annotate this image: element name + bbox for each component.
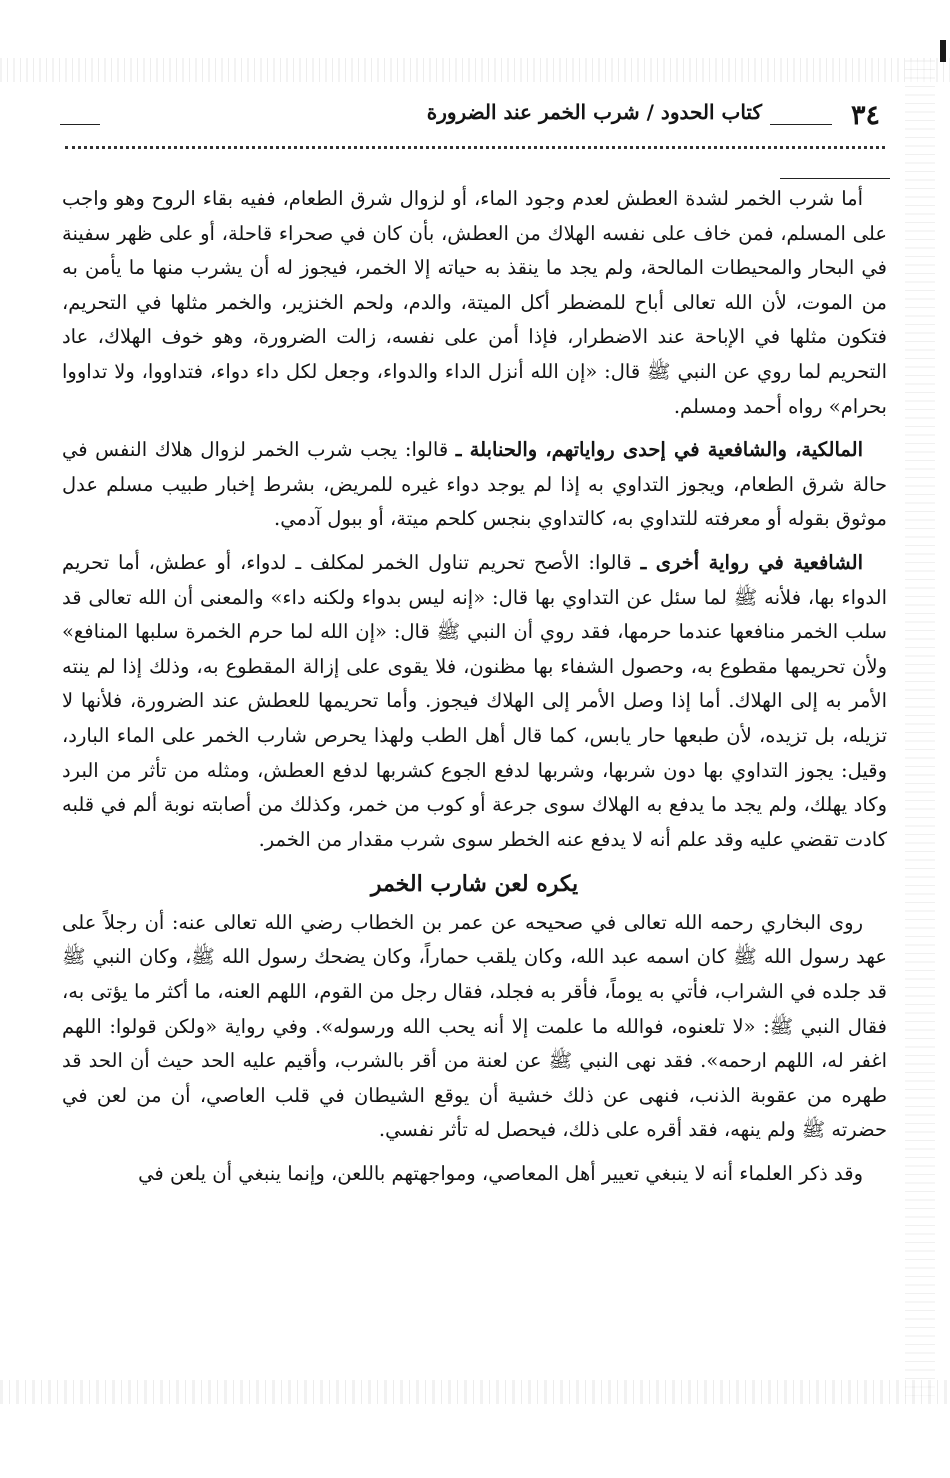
main-text [62, 182, 887, 1201]
header-rule [60, 124, 100, 125]
page-edge-mark [940, 40, 946, 62]
paragraph [62, 433, 887, 537]
section-rule [780, 178, 890, 179]
paragraph-text: قالوا: يجب شرب الخمر لزوال هلاك النفس في حالة شرق الطعام، ويجوز التداوي به إذا لم يوجد دواء غيره للمريض، بشرط إخبار طبيب مسلم عدل موثوق بقوله أو معرفته للتداوي به، كالتداوي بنجس كلحم ميتة، أو ببول آدمي. [62, 438, 887, 531]
scan-artifact-top [0, 58, 950, 82]
paragraph-text: قالوا: الأصح تحريم تناول الخمر لمكلف ـ لدواء، أو عطش، أما تحريم الدواء بها، فلأنه ﷺ لما سئل عن التداوي بها قال: «إنه ليس بدواء ولكنه داء» والمعنى أن الله تعالى قد سلب الخمر منافعها عندما حرمها، فقد روي أن النبي ﷺ قال: «إن الله لما حرم الخمرة سلبها المنافع» ولأن تحريمها مقطوع به، وحصول الشفاء بها مظنون، فلا يقوى على إزالة المقطوع به، وذلك إذا لم ينته الأمر به إلى الهلاك. أما إذا وصل الأمر إلى الهلاك فيجوز. وأما تحريمها للعطش عند الضرورة، فلأنها لا تزيله، بل تزيده، لأن طبعها حار يابس، كما قال أهل الطب ولهذا يحرص شارب الخمر على الماء البارد، وقيل: يجوز التداوي بها دون شربها، وشربها لدفع الجوع كشربها لدفع العطش، ومثله من تأثر من البرد وكاد يهلك، ولم يجد ما يدفع به الهلاك سوى جرعة أو كوب من خمر، وكذلك من أصابته نوبة ألم في قلبه كادت تقضي عليه وقد علم أنه لا يدفع عنه الخطر سوى شرب مقدار من الخمر. [62, 550, 887, 851]
school-name: الشافعية في رواية أخرى ـ [640, 550, 863, 574]
section-heading: يكره لعن شارب الخمر [370, 871, 579, 898]
paragraph: روى البخاري رحمه الله تعالى في صحيحه عن عمر بن الخطاب رضي الله تعالى عنه: أن رجلاً على عهد رسول الله ﷺ كان اسمه عبد الله، وكان يلقب حماراً، وكان يضحك رسول الله ﷺ، وكان النبي ﷺ قد جلده في الشراب، فأتي به يوماً، فأقر به فجلد، فقال رجل من القوم، اللهم العنه، ما أكثر ما يؤتى به، فقال النبي ﷺ: «لا تلعنوه، فوالله ما علمت إلا أنه يحب الله ورسوله». وفي رواية «ولكن قولوا: اللهم اغفر له، اللهم ارحمه». فقد نهى النبي ﷺ عن لعنة من أقر بالشرب، وأقيم عليه الحد حيث أن الحد قد طهره من عقوبة الذنب، فنهى عن ذلك خشية أن يوقع الشيطان في قلب العاصي، أن من لعن في حضرته ﷺ ولم ينهه، فقد أقره على ذلك، فيحصل له تأثر نفسي. [62, 910, 887, 1142]
paragraph: وقد ذكر العلماء أنه لا ينبغي تعيير أهل المعاصي، ومواجهتهم باللعن، وإنما ينبغي أن يلعن في [138, 1162, 863, 1186]
dotted-divider [65, 146, 885, 149]
running-header [60, 100, 880, 134]
school-name: المالكية، والشافعية في إحدى رواياتهم، والحنابلة ـ [455, 438, 864, 462]
scan-artifact-bottom [0, 1380, 950, 1404]
page-number: ٣٤ [850, 100, 880, 131]
header-title: كتاب الحدود / شرب الخمر عند الضرورة [426, 100, 762, 124]
header-rule [770, 124, 832, 125]
paragraph: أما شرب الخمر لشدة العطش لعدم وجود الماء، أو لزوال شرق الطعام، ففيه بقاء الروح وهو واجب على المسلم، فمن خاف على نفسه الهلاك من العطش، بأن كان في صحراء قاحلة، أو على ظهر سفينة في البحار والمحيطات المالحة، ولم يجد ما ينقذ به حياته إلا الخمر، فيجوز له أن يشرب منها ما يأمن به من الموت، لأن الله تعالى أباح للمضطر أكل الميتة، والدم، ولحم الخنزير، والخمر مثلها في التحريم، فتكون مثلها في الإباحة عند الاضطرار، فإذا أمن على نفسه، زالت الضرورة، وهو خوف الهلاك، عاد التحريم لما روي عن النبي ﷺ قال: «إن الله أنزل الداء والدواء، وجعل لكل داء دواء، فتداووا، ولا تداووا بحرام» رواه أحمد ومسلم. [62, 187, 888, 418]
scan-artifact-side [905, 60, 935, 1400]
paragraph [62, 546, 887, 857]
